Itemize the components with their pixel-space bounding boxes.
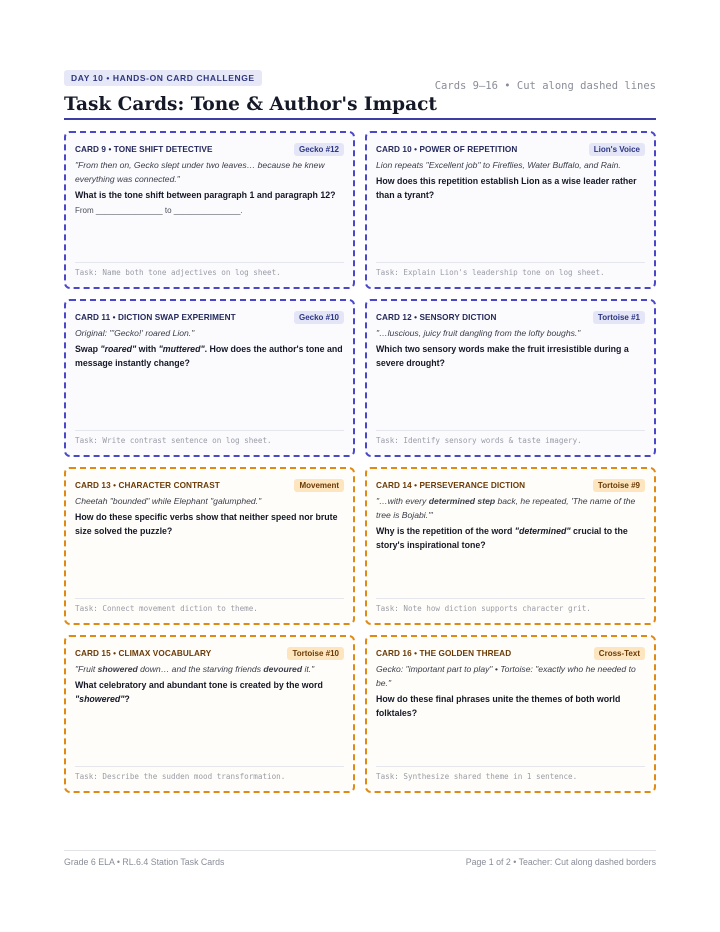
header-divider <box>64 118 656 120</box>
card-task-footer: Task: Name both tone adjectives on log sheet. <box>75 262 344 277</box>
page-title: Task Cards: Tone & Author's Impact <box>64 94 437 115</box>
task-card-14 <box>365 467 656 625</box>
card-title: CARD 11 • DICTION SWAP EXPERIMENT <box>75 312 236 322</box>
page-header <box>64 68 656 115</box>
card-title: CARD 12 • SENSORY DICTION <box>376 312 497 322</box>
card-title: CARD 15 • CLIMAX VOCABULARY <box>75 648 212 658</box>
card-quote: "…with every determined step back, he repeated, 'The name of the tree is Bojabi.'" <box>376 496 636 520</box>
page-footer <box>64 850 656 867</box>
card-quote: "…luscious, juicy fruit dangling from the lofty boughs." <box>376 328 581 338</box>
card-task-footer: Task: Synthesize shared theme in 1 sentence. <box>376 766 645 781</box>
card-task-footer: Task: Describe the sudden mood transformation. <box>75 766 344 781</box>
card-source-badge: Cross-Text <box>594 647 645 660</box>
card-quote: Cheetah "bounded" while Elephant "galumphed." <box>75 496 262 506</box>
card-question: What is the tone shift between paragraph 1 and paragraph 12? <box>75 190 336 200</box>
day-badge: DAY 10 • HANDS-ON CARD CHALLENGE <box>64 70 262 86</box>
card-question: Why is the repetition of the word "determined" crucial to the story's inspirational tone? <box>376 526 628 550</box>
task-card-15 <box>64 635 355 793</box>
card-title: CARD 16 • THE GOLDEN THREAD <box>376 648 512 658</box>
task-card-10 <box>365 131 656 289</box>
card-title: CARD 9 • TONE SHIFT DETECTIVE <box>75 144 213 154</box>
task-card-9 <box>64 131 355 289</box>
card-title: CARD 10 • POWER OF REPETITION <box>376 144 518 154</box>
card-quote: Gecko: "important part to play" • Tortoise: "exactly who he needed to be." <box>376 664 636 688</box>
card-source-badge: Tortoise #9 <box>593 479 645 492</box>
card-task-footer: Task: Write contrast sentence on log sheet. <box>75 430 344 445</box>
card-source-badge: Gecko #10 <box>294 311 344 324</box>
card-source-badge: Lion's Voice <box>589 143 645 156</box>
card-quote: Lion repeats "Excellent job" to Fireflies, Water Buffalo, and Rain. <box>376 160 621 170</box>
card-question: How do these specific verbs show that neither speed nor brute size solved the puzzle? <box>75 512 338 536</box>
footer-page-info: Page 1 of 2 • Teacher: Cut along dashed borders <box>465 857 656 867</box>
card-title: CARD 14 • PERSEVERANCE DICTION <box>376 480 526 490</box>
card-source-badge: Gecko #12 <box>294 143 344 156</box>
card-task-footer: Task: Identify sensory words & taste imagery. <box>376 430 645 445</box>
task-card-16 <box>365 635 656 793</box>
card-question: Which two sensory words make the fruit irresistible during a severe drought? <box>376 344 629 368</box>
card-question: What celebratory and abundant tone is created by the word "showered"? <box>75 680 323 704</box>
task-card-11 <box>64 299 355 457</box>
task-card-12 <box>365 299 656 457</box>
card-source-badge: Tortoise #1 <box>593 311 645 324</box>
card-title: CARD 13 • CHARACTER CONTRAST <box>75 480 220 490</box>
card-task-footer: Task: Note how diction supports character grit. <box>376 598 645 613</box>
page-subtitle: Cards 9–16 • Cut along dashed lines <box>434 80 656 92</box>
task-card-grid <box>64 131 656 793</box>
card-quote: "Fruit showered down… and the starving friends devoured it." <box>75 664 315 674</box>
card-task-footer: Task: Explain Lion's leadership tone on log sheet. <box>376 262 645 277</box>
card-quote: Original: "'Gecko!' roared Lion." <box>75 328 195 338</box>
card-answer-blank: From _______________ to _______________. <box>75 205 243 215</box>
card-source-badge: Movement <box>294 479 344 492</box>
task-card-13 <box>64 467 355 625</box>
card-task-footer: Task: Connect movement diction to theme. <box>75 598 344 613</box>
footer-course-label: Grade 6 ELA • RL.6.4 Station Task Cards <box>64 857 225 867</box>
card-quote: "From then on, Gecko slept under two leaves… because he knew everything was connected." <box>75 160 325 184</box>
card-question: How do these final phrases unite the themes of both world folktales? <box>376 694 621 718</box>
card-question: Swap "roared" with "muttered". How does the author's tone and message instantly change? <box>75 344 343 368</box>
card-source-badge: Tortoise #10 <box>287 647 344 660</box>
card-question: How does this repetition establish Lion as a wise leader rather than a tyrant? <box>376 176 637 200</box>
